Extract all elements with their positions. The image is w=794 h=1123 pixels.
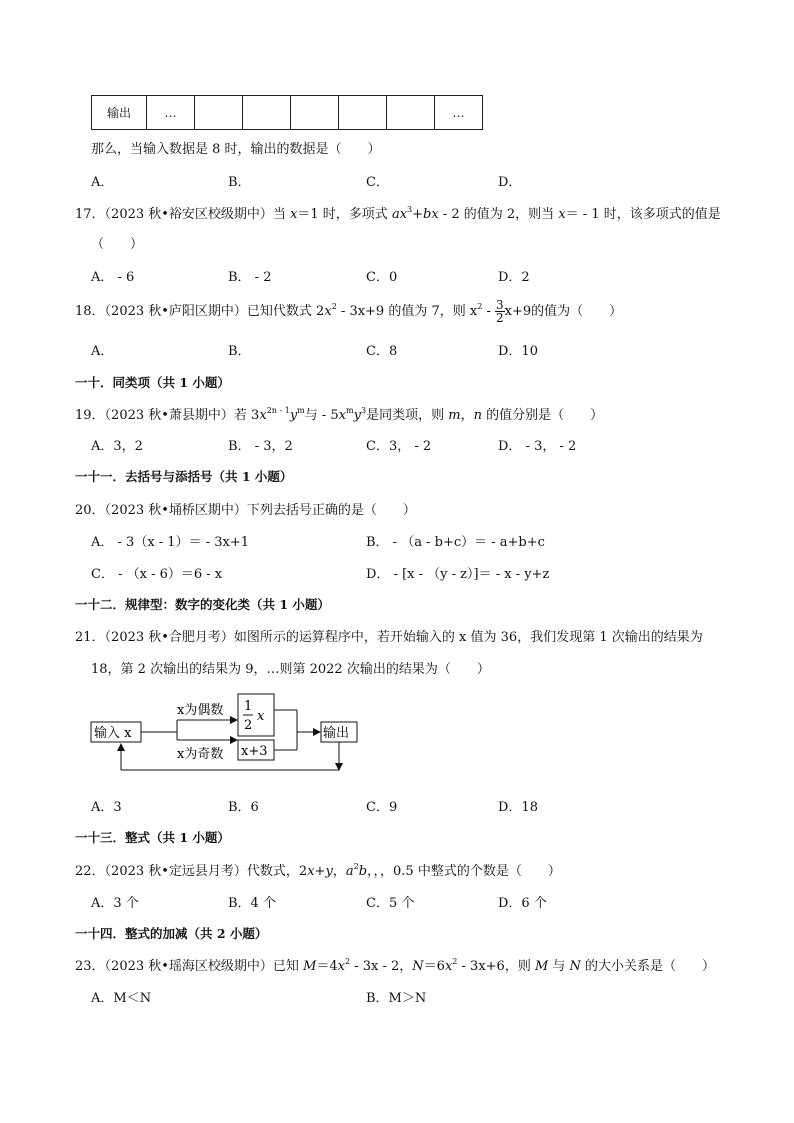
plus3-label: x+3 (241, 744, 268, 759)
text-segment: ， (460, 408, 474, 423)
option-b: B．4 个 (228, 896, 276, 911)
var-x: x (290, 207, 298, 222)
text-segment: 17．（2023 秋•裕安区校级期中）当 (75, 207, 291, 222)
question-22 (75, 860, 561, 879)
option-d: D．10 (498, 344, 538, 359)
exponent: 2 (345, 957, 351, 966)
var-n: n (473, 408, 482, 423)
option-c: C．5 个 (366, 896, 415, 911)
var-n: N (412, 959, 424, 974)
option-a: A．3，2 (91, 439, 143, 454)
option-b: B．M＞N (366, 991, 427, 1006)
option-d: D． - 3， - 2 (498, 439, 577, 454)
text-segment: 的值分别是（ ） (481, 408, 604, 423)
option-c: C．8 (366, 344, 398, 359)
option-a: A． (91, 344, 114, 359)
text-segment: 23．（2023 秋•瑶海区校级期中）已知 (75, 959, 304, 974)
option-d: D．2 (498, 270, 530, 285)
exponent: m (346, 406, 354, 415)
var-m: m (448, 408, 461, 423)
text-segment: ＝ - 1 时，该多项式的值是 (565, 207, 721, 222)
var-m: M (303, 959, 317, 974)
exponent: 3 (407, 205, 413, 214)
var-x: x (337, 959, 345, 974)
var-x: x (338, 408, 347, 423)
option-c: C． - （x - 6）＝6 - x (91, 567, 223, 582)
table-row (92, 96, 483, 130)
table-cell: … (435, 96, 483, 130)
exponent: 2 (353, 862, 359, 871)
var-b: b (358, 864, 368, 879)
option-a: A．3 个 (91, 896, 139, 911)
text-segment: - 2 的值为 2，则当 (438, 207, 559, 222)
text-segment: 18．（2023 秋•庐阳区期中）已知代数式 2 (75, 304, 325, 319)
var-x: x (307, 864, 315, 879)
table-cell (195, 96, 243, 130)
question-18 (75, 299, 622, 324)
text-segment: + (314, 864, 326, 879)
question-19 (75, 404, 603, 423)
answer-paren: （ ） (91, 237, 144, 252)
half-denominator: 2 (244, 718, 253, 733)
text-segment: - 3x - 2， (350, 959, 413, 974)
option-d: D． - [x - （y - z）]＝ - x - y+z (366, 567, 550, 582)
text-segment: ＝6 (423, 959, 445, 974)
exponent: 3 (361, 406, 367, 415)
option-c: C．9 (366, 800, 398, 815)
text-segment: - (482, 304, 495, 319)
table-cell (339, 96, 387, 130)
text-segment: x+9的值为（ ） (504, 304, 623, 319)
var-y: y (289, 408, 298, 423)
text-segment: ， (332, 864, 346, 879)
input-label: 输入 x (94, 726, 132, 741)
table-cell: … (147, 96, 195, 130)
option-a: A． (91, 175, 114, 190)
option-a: A． - 6 (91, 270, 135, 285)
option-d: D．18 (498, 800, 538, 815)
table-cell (387, 96, 435, 130)
exponent: 2 (331, 302, 337, 311)
var-a: a (345, 864, 354, 879)
table-cell: 输出 (92, 96, 147, 130)
var-x: x (444, 959, 453, 974)
odd-label: x为奇数 (177, 747, 224, 762)
output-table (91, 95, 483, 130)
text-segment: - 3x+9 的值为 7，则 x (336, 304, 478, 319)
question-17 (75, 203, 721, 222)
exponent: 2n - 1 (266, 406, 290, 415)
text-segment: ，，，0.5 中整式的个数是（ ） (367, 864, 561, 879)
exponent: 2 (477, 302, 483, 311)
flowchart-diagram (85, 690, 375, 780)
option-b: B． (228, 175, 251, 190)
option-b: B． (228, 344, 251, 359)
text-segment: 与 - 5 (304, 408, 339, 423)
section-heading: 一十一．去括号与添括号（共 1 小题） (75, 469, 293, 484)
fraction-numerator: 3 (495, 298, 504, 312)
even-label: x为偶数 (177, 703, 224, 718)
var-x: x (324, 304, 332, 319)
var-n: N (569, 959, 581, 974)
option-c: C．0 (366, 270, 398, 285)
question-text: 那么，当输入数据是 8 时，输出的数据是（ ） (91, 142, 381, 157)
text-segment: + (412, 207, 424, 222)
fraction (495, 299, 505, 324)
text-segment: 22．（2023 秋•定远县月考）代数式，2 (75, 864, 308, 879)
option-b: B． - （a - b+c）＝ - a+b+c (366, 535, 545, 550)
option-d: D． (498, 175, 522, 190)
var-y: y (353, 408, 361, 423)
output-label: 输出 (323, 726, 350, 741)
var-x: x (558, 207, 566, 222)
option-c: C． (366, 175, 389, 190)
question-20: 20．（2023 秋•埇桥区期中）下列去括号正确的是（ ） (75, 503, 416, 518)
question-21-line2: 18，第 2 次输出的结果为 9，…则第 2022 次输出的结果为（ ） (91, 662, 490, 677)
option-a: A．M＜N (91, 991, 152, 1006)
option-d: D．6 个 (498, 896, 547, 911)
text-segment: ＝1 时，多项式 (297, 207, 392, 222)
section-heading: 一十三．整式（共 1 小题） (75, 830, 230, 845)
var-m: M (534, 959, 549, 974)
text-segment: 19．（2023 秋•萧县期中）若 3 (75, 408, 260, 423)
option-b: B．6 (228, 800, 259, 815)
option-b: B． - 3，2 (228, 439, 293, 454)
text-segment: ＝4 (316, 959, 338, 974)
option-c: C．3， - 2 (366, 439, 432, 454)
text-segment: 的大小关系是（ ） (580, 959, 716, 974)
var-y: y (325, 864, 333, 879)
text-segment: - 3x+6，则 (457, 959, 535, 974)
option-b: B． - 2 (228, 270, 272, 285)
option-a: A．3 (91, 800, 122, 815)
section-heading: 一十．同类项（共 1 小题） (75, 375, 230, 390)
table-cell (291, 96, 339, 130)
exponent: 2 (452, 957, 458, 966)
var-x: x (259, 408, 267, 423)
section-heading: 一十四．整式的加减（共 2 小题） (75, 926, 268, 941)
exponent: m (297, 406, 305, 415)
half-x: x (257, 709, 265, 724)
text-segment: 是同类项，则 (366, 408, 449, 423)
fraction-denominator: 2 (495, 311, 504, 325)
half-numerator: 1 (244, 699, 253, 714)
var-bx: bx (423, 207, 439, 222)
var-ax: ax (391, 207, 408, 222)
question-21-line1: 21．（2023 秋•合肥月考）如图所示的运算程序中，若开始输入的 x 值为 36，我们发现第 1 次输出的结果为 (75, 630, 703, 645)
text-segment: 与 (548, 959, 570, 974)
option-a: A． - 3（x - 1）＝ - 3x+1 (91, 535, 249, 550)
section-heading: 一十二．规律型：数字的变化类（共 1 小题） (75, 597, 330, 612)
question-23 (75, 955, 715, 974)
table-cell (243, 96, 291, 130)
